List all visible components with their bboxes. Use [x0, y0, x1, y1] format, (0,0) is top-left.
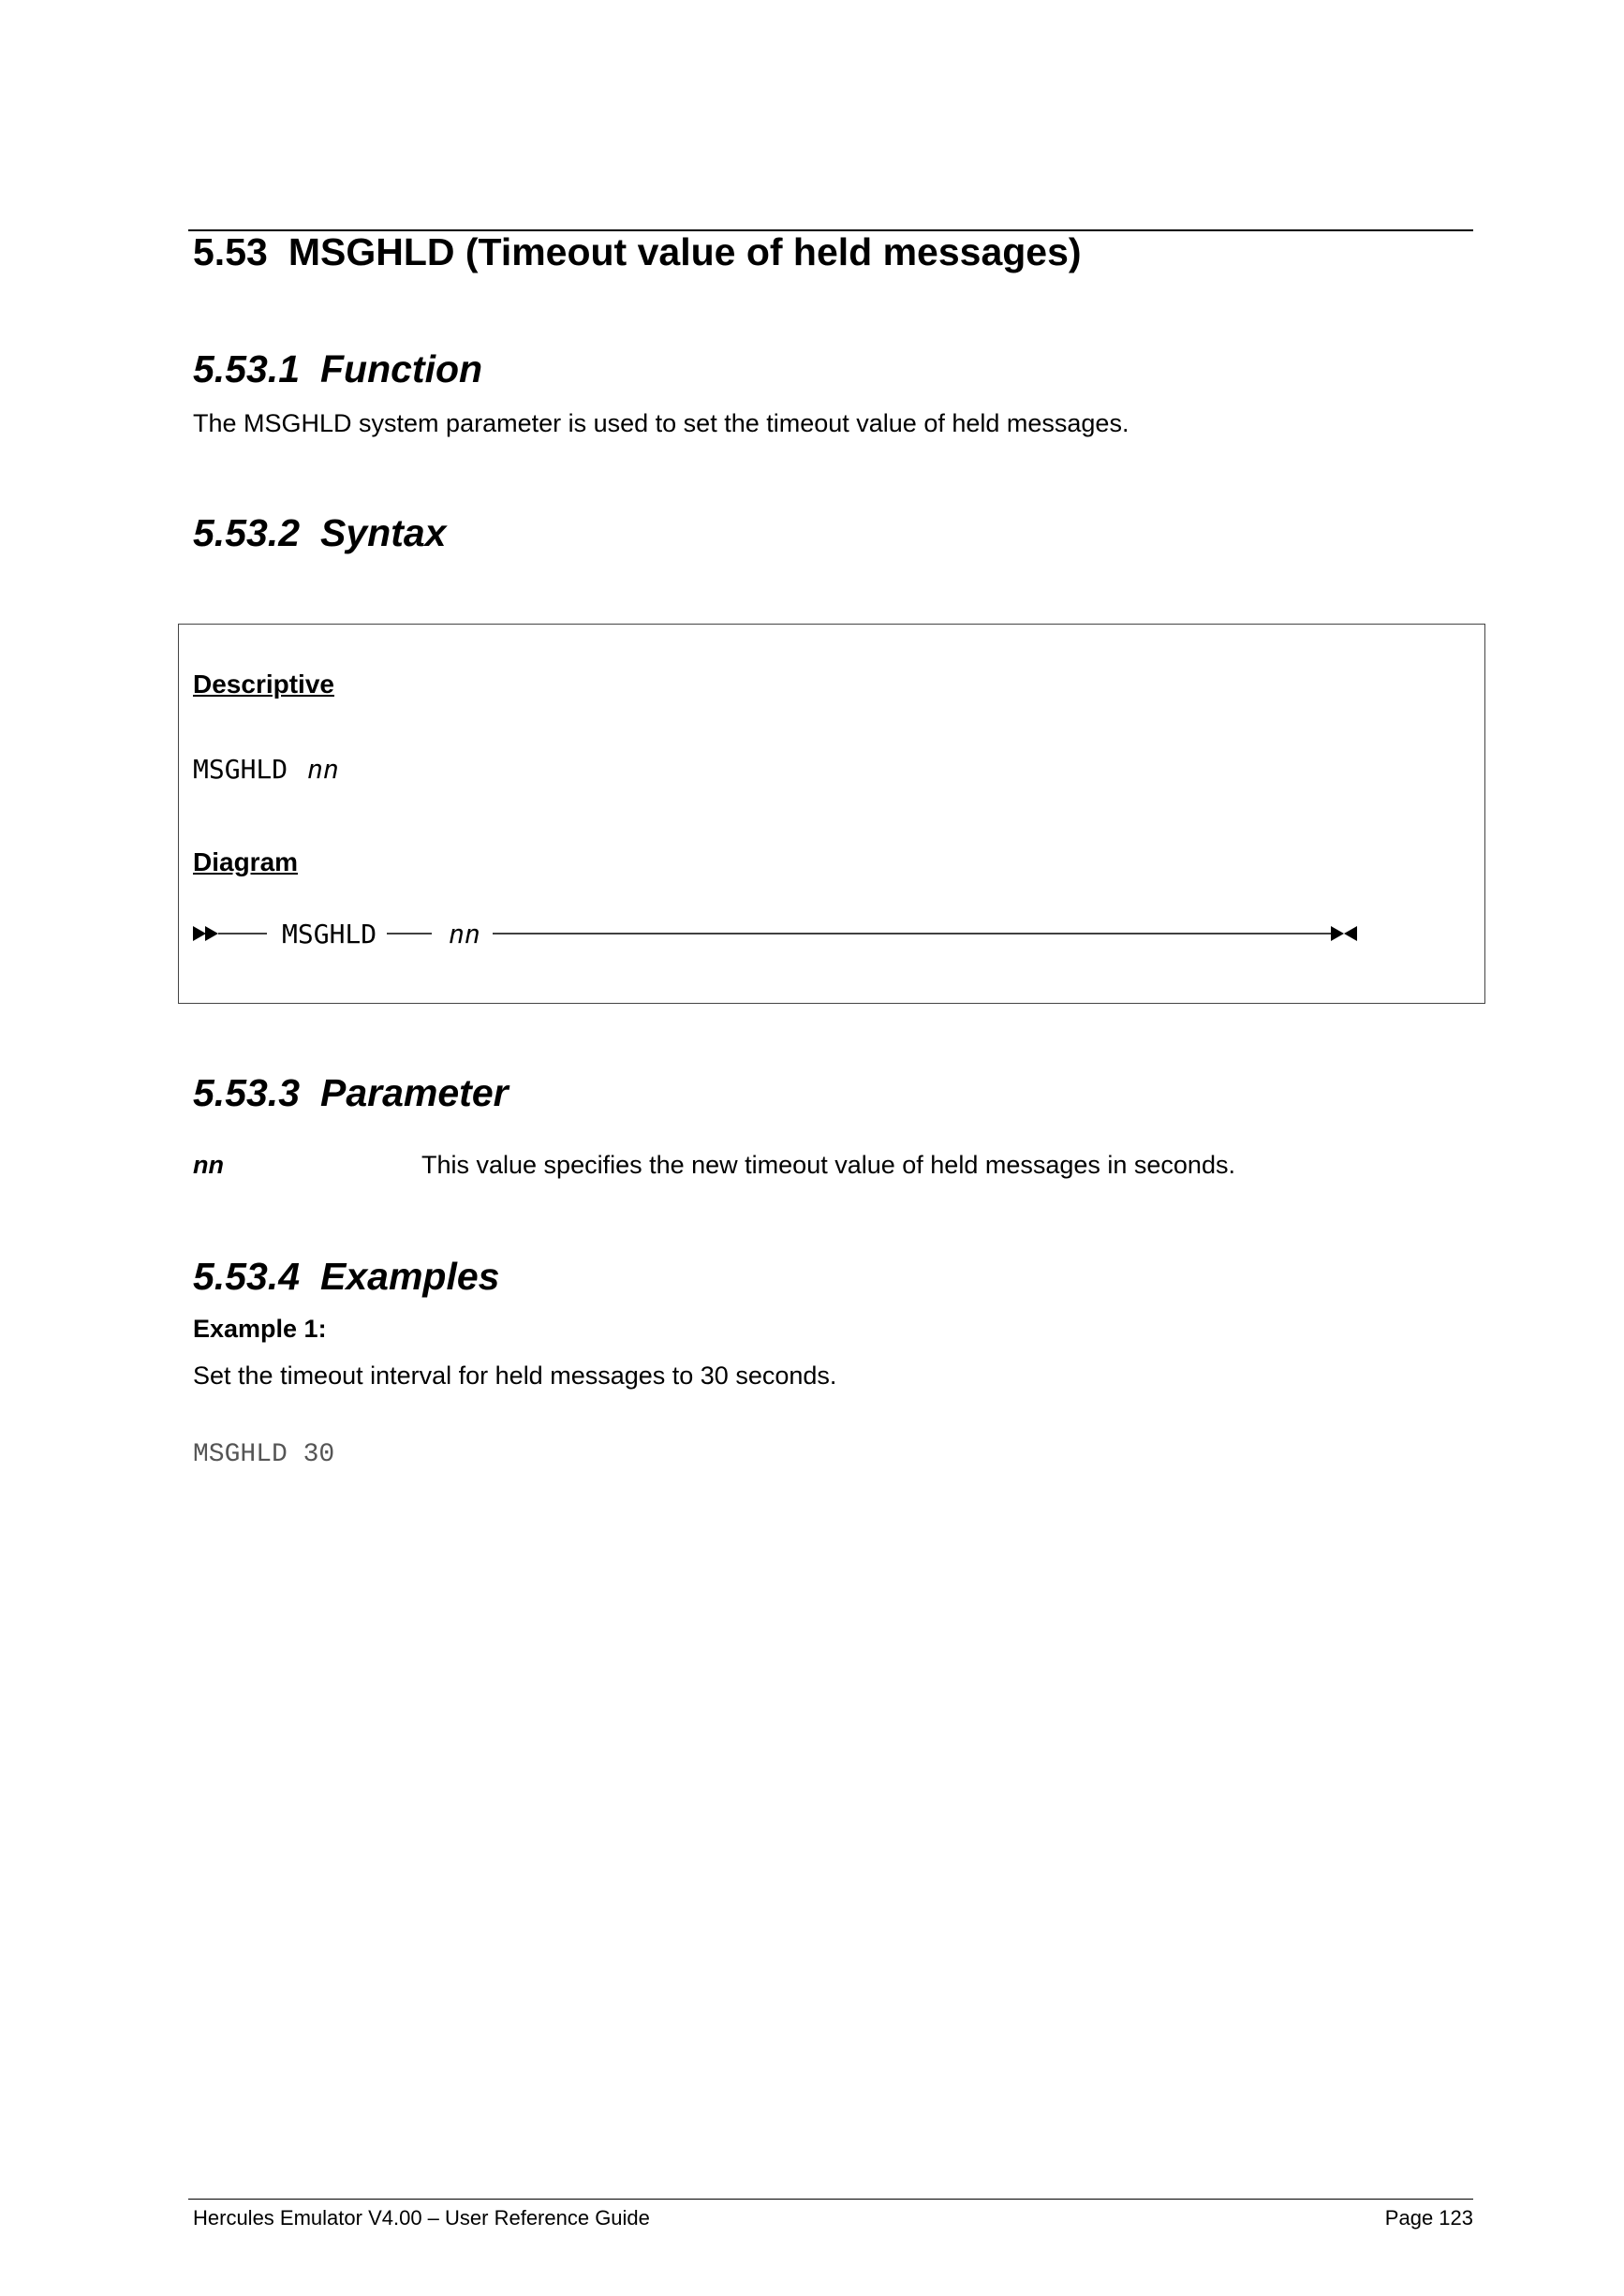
diagram-label: Diagram [193, 847, 299, 876]
section-title [193, 230, 1082, 274]
examples-number: 5.53.4 [193, 1255, 300, 1298]
examples-heading [193, 1255, 499, 1299]
diagram-command: MSGHLD [282, 919, 377, 949]
diagram-start-arrow-1 [193, 926, 206, 941]
parameter-name: nn [193, 1151, 224, 1179]
function-heading-text: Function [320, 347, 483, 390]
parameter-heading [193, 1071, 509, 1115]
function-text: The MSGHLD system parameter is used to set the timeout value of held messages. [193, 409, 1129, 437]
example1-text: Set the timeout interval for held messages to 30 seconds. [193, 1361, 837, 1390]
syntax-box [178, 624, 1485, 1004]
diagram-start-arrow-2 [205, 926, 218, 941]
function-heading [193, 347, 482, 391]
parameter-number: 5.53.3 [193, 1071, 300, 1114]
descriptive-label: Descriptive [193, 670, 334, 699]
footer-rule [188, 2199, 1473, 2200]
parameter-description: This value specifies the new timeout value of held messages in seconds. [421, 1151, 1235, 1179]
footer-right: Page 123 [1384, 2206, 1473, 2230]
example1-label: Example 1: [193, 1315, 327, 1343]
section-title-text: MSGHLD (Timeout value of held messages) [288, 230, 1082, 273]
descriptive-syntax [193, 754, 339, 785]
descriptive-command: MSGHLD [193, 754, 288, 785]
syntax-heading [193, 511, 446, 555]
example1-code: MSGHLD 30 [193, 1440, 335, 1469]
section-number: 5.53 [193, 230, 268, 273]
function-number: 5.53.1 [193, 347, 300, 390]
syntax-number: 5.53.2 [193, 511, 300, 554]
footer-left: Hercules Emulator V4.00 – User Reference Guide [193, 2206, 650, 2230]
syntax-diagram [179, 905, 1486, 962]
syntax-heading-text: Syntax [320, 511, 447, 554]
parameter-heading-text: Parameter [320, 1071, 509, 1114]
diagram-end-arrow-right [1331, 926, 1344, 941]
diagram-arg: nn [449, 919, 480, 949]
examples-heading-text: Examples [320, 1255, 500, 1298]
diagram-end-arrow-left [1344, 926, 1357, 941]
descriptive-arg: nn [307, 754, 339, 785]
